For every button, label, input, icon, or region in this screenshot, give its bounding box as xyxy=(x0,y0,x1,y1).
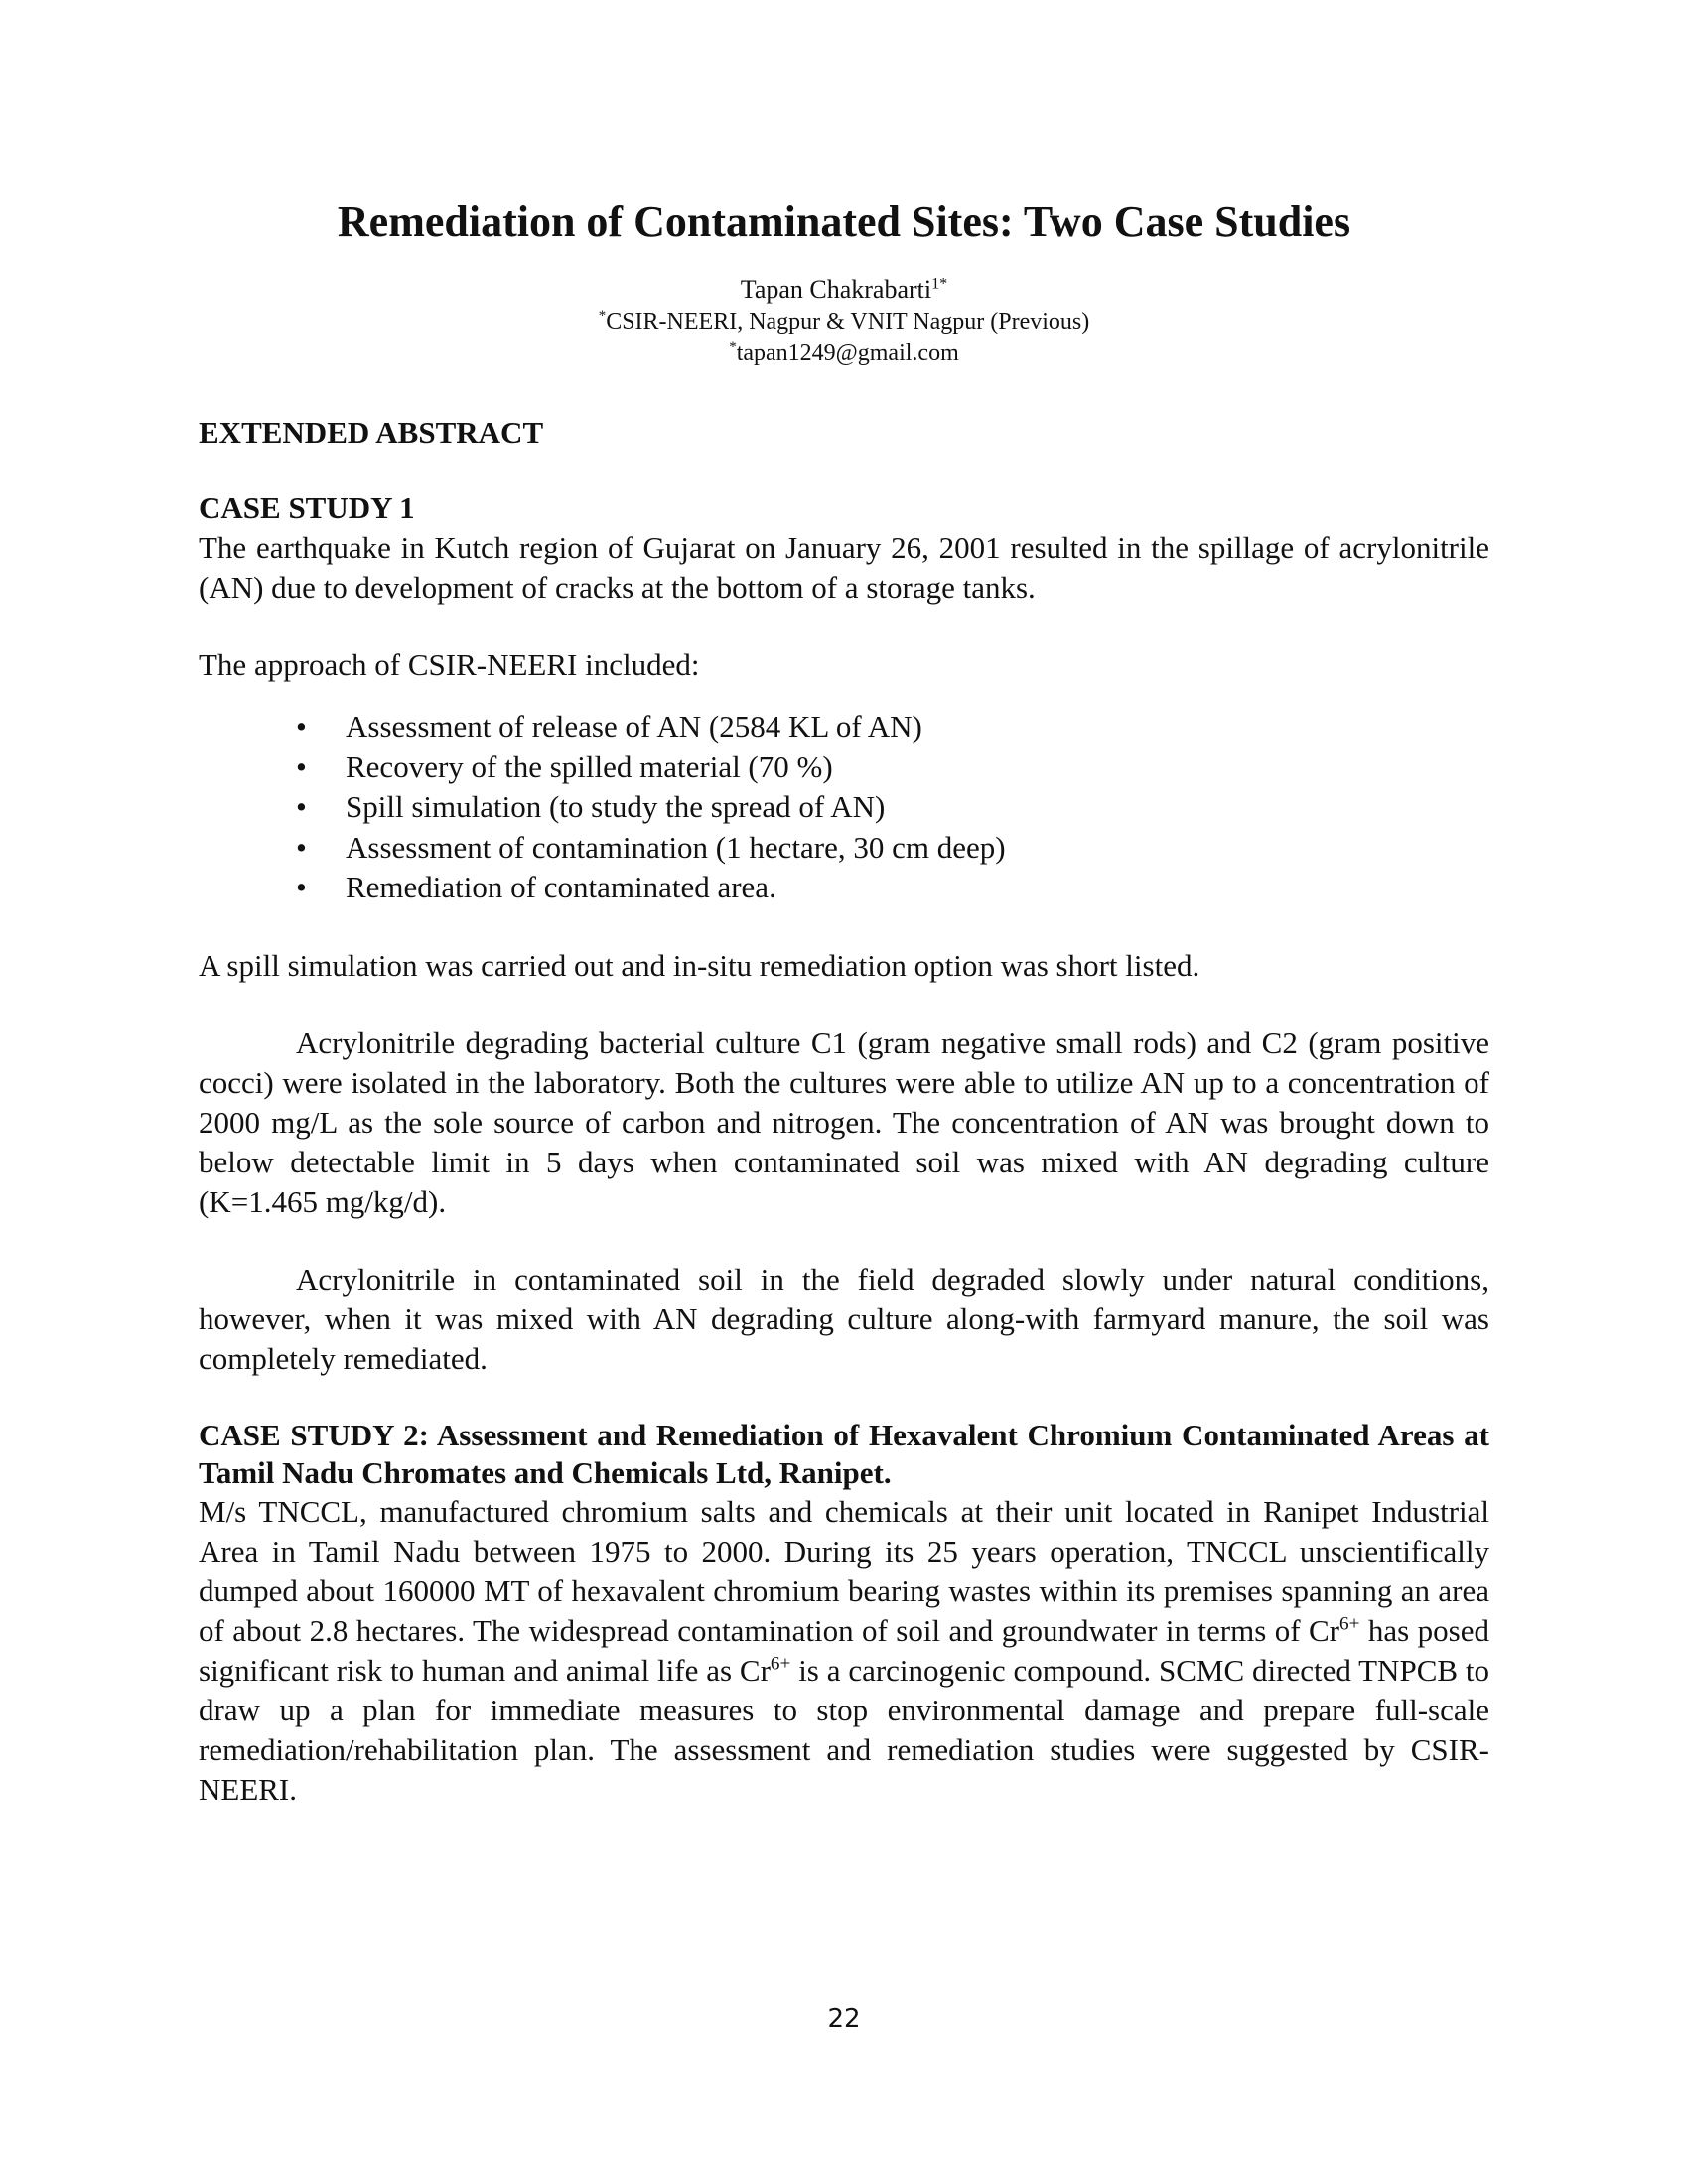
author-email-line xyxy=(199,338,1489,369)
list-item xyxy=(199,707,1489,748)
case-study-1-heading: CASE STUDY 1 xyxy=(199,490,415,525)
bullet-dot: • xyxy=(296,829,307,865)
author-block xyxy=(199,273,1489,369)
page-number: 22 xyxy=(827,2004,861,2034)
list-item xyxy=(199,787,1489,828)
cs2-text-part-3: is a carcinogenic compound. SCMC directed TNPCB to draw up a plan for immediate measures to stop environmental damage and prepare full-scale remediation/rehabilitation plan. The assessment and remediation studies were suggested by CSIR-NEERI. xyxy=(199,1652,1490,1807)
list-item xyxy=(199,868,1489,908)
list-item-text: Assessment of contamination (1 hectare, 30 cm deep) xyxy=(346,829,1006,865)
case-study-1-intro: The earthquake in Kutch region of Gujarat on January 26, 2001 resulted in the spillage of acrylonitrile (AN) due to development of cracks at the bottom of a storage tanks. xyxy=(199,530,1489,605)
list-item xyxy=(199,828,1489,869)
cs2-text-part-2: has posed significant risk to human and animal life as Cr xyxy=(199,1612,1489,1688)
bullet-dot: • xyxy=(296,789,307,824)
field-remediation-paragraph: Acrylonitrile in contaminated soil in the field degraded slowly under natural conditions, however, when it was mixed with AN degrading culture along-with farmyard manure, the soil was completely remediated. xyxy=(199,1261,1489,1376)
page-content xyxy=(199,194,1489,1810)
approach-list xyxy=(199,707,1489,908)
cs2-text-part-1: M/s TNCCL, manufactured chromium salts and chemicals at their unit located in Ranipet Industrial Area in Tamil Nadu between 1975 to 2000. During its 25 years operation, TNCCL unscientifically dumped about 160000 MT of hexavalent chromium bearing wastes within its premises spanning an area of about 2.8 hectares. The widespread contamination of soil and groundwater in terms of Cr xyxy=(199,1493,1489,1648)
cr-superscript: 6+ xyxy=(1339,1613,1360,1635)
author-name-sup: 1* xyxy=(931,275,948,293)
email-sup: * xyxy=(729,340,737,355)
list-item-text: Remediation of contaminated area. xyxy=(346,870,776,904)
author-name: Tapan Chakrabarti xyxy=(740,275,932,304)
list-item-text: Recovery of the spilled material (70 %) xyxy=(346,749,833,784)
author-affiliation: CSIR-NEERI, Nagpur & VNIT Nagpur (Previous) xyxy=(606,309,1090,335)
list-item-text: Assessment of release of AN (2584 KL of AN) xyxy=(346,709,922,744)
case-study-2-heading: CASE STUDY 2: Assessment and Remediation of Hexavalent Chromium Contaminated Areas at Tamil Nadu Chromates and Chemicals Ltd, Ranipet. xyxy=(199,1417,1489,1490)
culture-paragraph: Acrylonitrile degrading bacterial culture C1 (gram negative small rods) and C2 (gram positive cocci) were isolated in the laboratory. Both the cultures were able to utilize AN up to a concentration of 2000 mg/L as the sole source of carbon and nitrogen. The concentration of AN was brought down to below detectable limit in 5 days when contaminated soil was mixed with AN degrading culture (K=1.465 mg/kg/d). xyxy=(199,1024,1489,1219)
approach-intro: The approach of CSIR-NEERI included: xyxy=(199,647,700,682)
spill-simulation-paragraph: A spill simulation was carried out and in-situ remediation option was short listed. xyxy=(199,947,1200,983)
bullet-dot: • xyxy=(296,709,307,744)
author-affiliation-line xyxy=(199,306,1489,338)
cr-superscript: 6+ xyxy=(770,1653,791,1675)
author-name-line xyxy=(199,273,1489,306)
author-email: tapan1249@gmail.com xyxy=(736,341,959,366)
bullet-dot: • xyxy=(296,749,307,784)
list-item xyxy=(199,748,1489,788)
list-item-text: Spill simulation (to study the spread of AN) xyxy=(346,789,886,824)
paper-title: Remediation of Contaminated Sites: Two Case Studies xyxy=(337,198,1351,246)
affiliation-sup: * xyxy=(598,308,607,324)
case-study-2-paragraph xyxy=(199,1492,1489,1810)
bullet-dot: • xyxy=(296,870,307,904)
abstract-heading: EXTENDED ABSTRACT xyxy=(199,415,544,450)
